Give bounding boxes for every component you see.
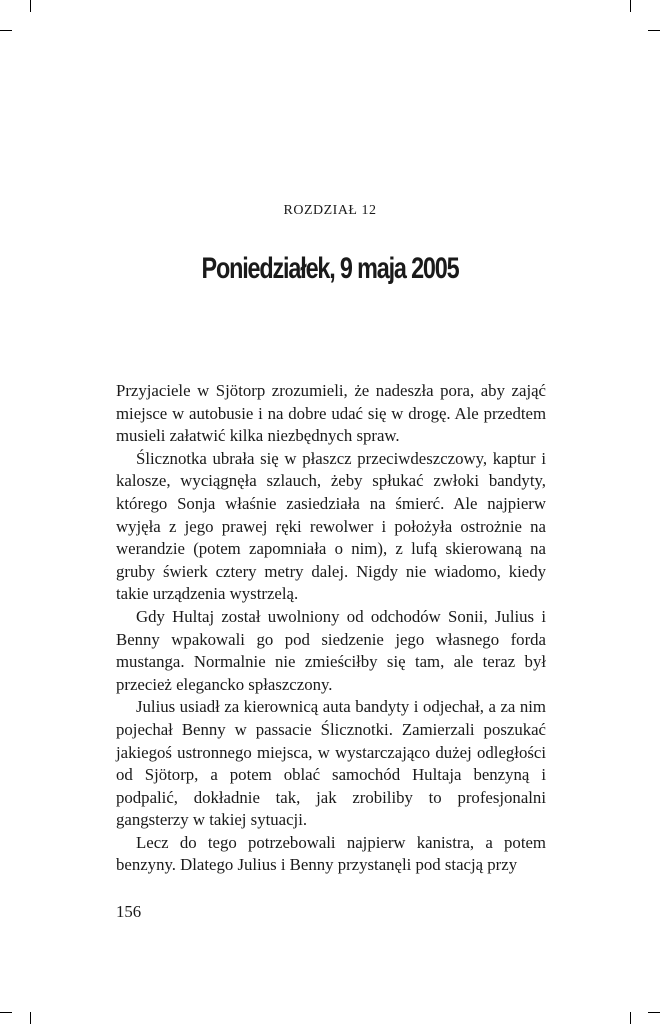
body-text: [116, 380, 546, 877]
crop-mark-bottom-right: [630, 1012, 631, 1024]
page-number: 156: [116, 902, 142, 921]
crop-mark-top-right: [630, 0, 631, 12]
paragraph-5: Lecz do tego potrzebowali najpierw kanistra, a potem benzyny. Dlatego Julius i Benny przystanęli pod stacją przy: [116, 832, 546, 875]
chapter-label: ROZDZIAŁ 12: [283, 203, 377, 218]
crop-mark-top-right-h: [648, 30, 660, 31]
chapter-title: Poniedziałek, 9 maja 2005: [201, 252, 459, 285]
crop-mark-bottom-left-h: [0, 1012, 12, 1013]
paragraph-4: Julius usiadł za kierownicą auta bandyty i odjechał, a za nim pojechał Benny w passacie Ślicznotki. Zamierzali poszukać jakiegoś ustronnego miejsca, w wystarczająco dużej odległości od Sjötorp, a potem oblać samochód Hultaja benzyną i podpalić, dokładnie tak, jak zrobiliby to profesjonalni gangsterzy w takiej sytuacji.: [116, 697, 546, 830]
crop-mark-top-left: [30, 0, 31, 12]
paragraph-1: Przyjaciele w Sjötorp zrozumieli, że nadeszła pora, aby zająć miejsce w autobusie i na dobre udać się w drogę. Ale przedtem musieli załatwić kilka niezbędnych spraw.: [116, 381, 546, 446]
paragraph-2: Ślicznotka ubrała się w płaszcz przeciwdeszczowy, kaptur i kalosze, wyciągnęła szlauch, żeby spłukać zwłoki bandyty, którego Sonja właśnie zasiedziała na śmierć. Ale najpierw wyjęła z jego prawej ręki rewolwer i położyła ostrożnie na werandzie (potem zapomniała o nim), z lufą skierowaną na gruby świerk cztery metry dalej. Nigdy nie wiadomo, kiedy takie urządzenia wystrzelą.: [116, 448, 546, 604]
paragraph-3: Gdy Hultaj został uwolniony od odchodów Sonii, Julius i Benny wpakowali go pod siedzenie jego własnego forda mustanga. Normalnie nie zmieściłby się tam, ale teraz był przecież elegancko spłaszczony.: [116, 606, 546, 694]
crop-mark-bottom-left: [30, 1012, 31, 1024]
crop-mark-bottom-right-h: [648, 1012, 660, 1013]
crop-mark-top-left-h: [0, 30, 12, 31]
